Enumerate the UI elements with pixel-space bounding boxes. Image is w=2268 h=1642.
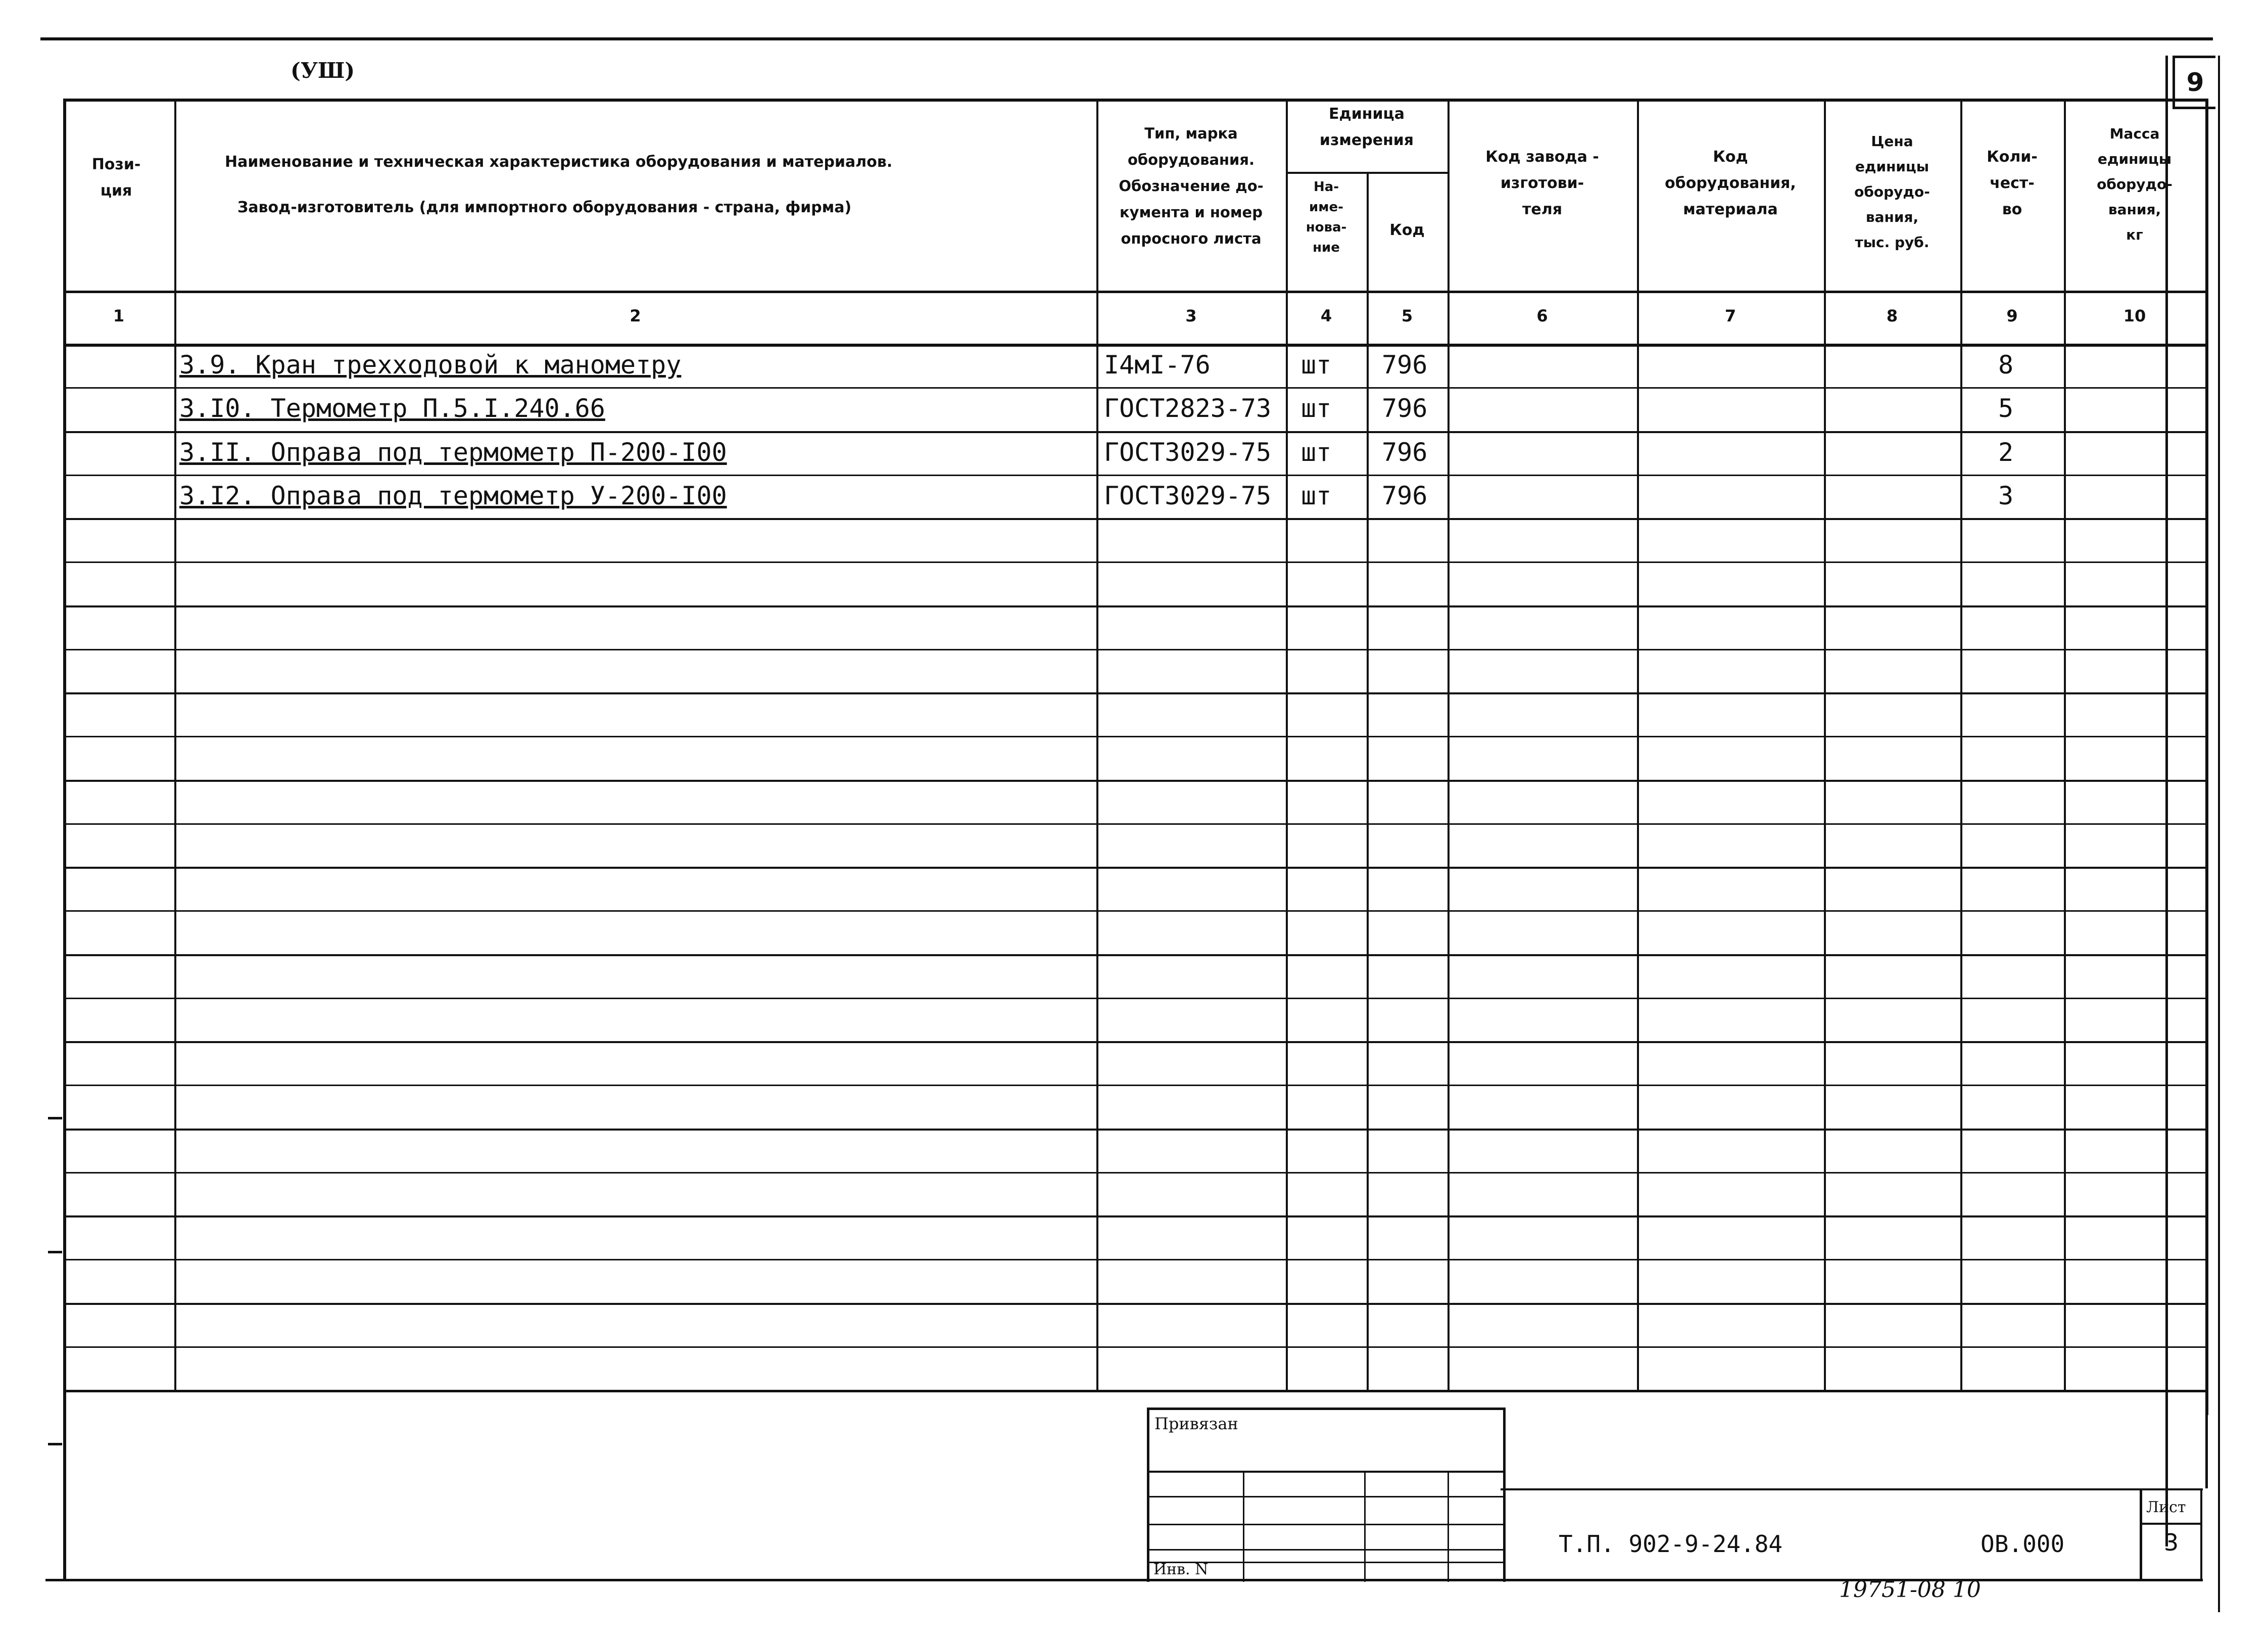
row-qty: 8 bbox=[1998, 350, 2014, 380]
grid-line bbox=[2205, 1390, 2208, 1488]
grid-line bbox=[63, 692, 2205, 694]
header-position: Пози- ция bbox=[91, 156, 141, 200]
grid-line bbox=[63, 823, 2205, 825]
column-number-2: 2 bbox=[630, 306, 641, 325]
row-name: 3.I2. Оправа под термометр У-200-I00 bbox=[179, 481, 727, 510]
grid-line bbox=[63, 1346, 2205, 1348]
sheet-number: 3 bbox=[2163, 1529, 2179, 1556]
header-type: Тип, марка оборудования. Обозначение до- кумента и номер опросного листа bbox=[1119, 125, 1264, 247]
header-quantity: Коли- чест- во bbox=[1987, 148, 2038, 218]
column-number-8: 8 bbox=[1886, 306, 1898, 325]
grid-line bbox=[63, 1390, 2205, 1392]
top-border bbox=[40, 37, 2213, 40]
stamp-divider bbox=[1501, 1488, 2203, 1490]
column-number-7: 7 bbox=[1724, 306, 1736, 325]
header-unit-price: Цена единицы оборудо- вания, тыс. руб. bbox=[1854, 133, 1930, 251]
right-border bbox=[2165, 56, 2168, 1546]
grid-line bbox=[63, 99, 2205, 102]
sheet-label: Лист bbox=[2146, 1498, 2186, 1516]
header-unit-name: На- име- нова- ние bbox=[1306, 179, 1347, 255]
column-number-1: 1 bbox=[113, 306, 125, 325]
grid-line bbox=[63, 1390, 66, 1579]
sheet-mark: (УШ) bbox=[291, 58, 355, 83]
row-qty: 2 bbox=[1998, 438, 2014, 467]
row-name: 3.I0. Термометр П.5.I.240.66 bbox=[179, 394, 605, 423]
row-code: 796 bbox=[1382, 350, 1428, 380]
grid-line bbox=[63, 736, 2205, 737]
grid-line bbox=[63, 1172, 2205, 1174]
header-unit-mass: Масса единицы оборудо- вания, кг bbox=[2097, 125, 2173, 243]
margin-tick bbox=[48, 1251, 62, 1253]
row-type: ГОСТ2823-73 bbox=[1104, 394, 1272, 423]
grid-line bbox=[63, 954, 2205, 956]
grid-line bbox=[63, 605, 2205, 607]
header-equipment-code: Код оборудования, материала bbox=[1665, 148, 1796, 218]
row-code: 796 bbox=[1382, 481, 1428, 510]
grid-line bbox=[63, 910, 2205, 912]
row-unit: шт bbox=[1301, 481, 1332, 510]
grid-line bbox=[63, 998, 2205, 999]
column-number-3: 3 bbox=[1185, 306, 1197, 325]
header-unit-code: Код bbox=[1389, 221, 1425, 239]
far-right-border bbox=[2218, 56, 2220, 1612]
header-unit-group: Единица измерения bbox=[1319, 105, 1414, 149]
header-name-line1: Наименование и техническая характеристика оборудования и материалов. bbox=[225, 153, 893, 171]
column-number-5: 5 bbox=[1401, 306, 1413, 325]
row-type: ГОСТ3029-75 bbox=[1104, 438, 1272, 467]
column-number-4: 4 bbox=[1320, 306, 1332, 325]
row-type: ГОСТ3029-75 bbox=[1104, 481, 1272, 510]
row-qty: 5 bbox=[1998, 394, 2014, 423]
row-type: I4мI-76 bbox=[1104, 350, 1211, 380]
archive-number: 19751-08 10 bbox=[1839, 1577, 1981, 1603]
grid-line bbox=[63, 1259, 2205, 1260]
column-number-10: 10 bbox=[2123, 306, 2146, 325]
grid-line bbox=[63, 1303, 2205, 1305]
row-code: 796 bbox=[1382, 438, 1428, 467]
grid-line bbox=[63, 1215, 2205, 1217]
grid-line bbox=[63, 1041, 2205, 1043]
header-name-line2: Завод-изготовитель (для импортного оборудования - страна, фирма) bbox=[237, 199, 852, 216]
column-number-9: 9 bbox=[2006, 306, 2018, 325]
document-code: Т.П. 902-9-24.84 bbox=[1559, 1530, 1783, 1558]
margin-tick bbox=[48, 1443, 62, 1445]
row-code: 796 bbox=[1382, 394, 1428, 423]
grid-line bbox=[2205, 99, 2208, 1415]
grid-line bbox=[63, 649, 2205, 650]
grid-line bbox=[63, 1085, 2205, 1086]
grid-line bbox=[63, 561, 2205, 563]
row-unit: шт bbox=[1301, 350, 1332, 380]
row-name: 3.9. Кран трехходовой к манометру bbox=[179, 350, 682, 380]
row-name: 3.II. Оправа под термометр П-200-I00 bbox=[179, 438, 727, 467]
grid-line bbox=[63, 1129, 2205, 1131]
column-number-6: 6 bbox=[1536, 306, 1548, 325]
section-code: ОВ.000 bbox=[1981, 1530, 2065, 1558]
row-qty: 3 bbox=[1998, 481, 2014, 510]
grid-line bbox=[63, 867, 2205, 869]
margin-tick bbox=[48, 1117, 62, 1119]
inv-label: Инв. N bbox=[1153, 1561, 1209, 1578]
sheet-cell bbox=[2140, 1488, 2202, 1579]
approval-block bbox=[1147, 1408, 1506, 1582]
grid-line bbox=[63, 780, 2205, 782]
row-unit: шт bbox=[1301, 438, 1332, 467]
header-factory-code: Код завода - изготови- теля bbox=[1485, 148, 1599, 218]
row-unit: шт bbox=[1301, 394, 1332, 423]
page-corner-number: 9 bbox=[2173, 56, 2215, 109]
approved-label: Привязан bbox=[1154, 1414, 1238, 1433]
